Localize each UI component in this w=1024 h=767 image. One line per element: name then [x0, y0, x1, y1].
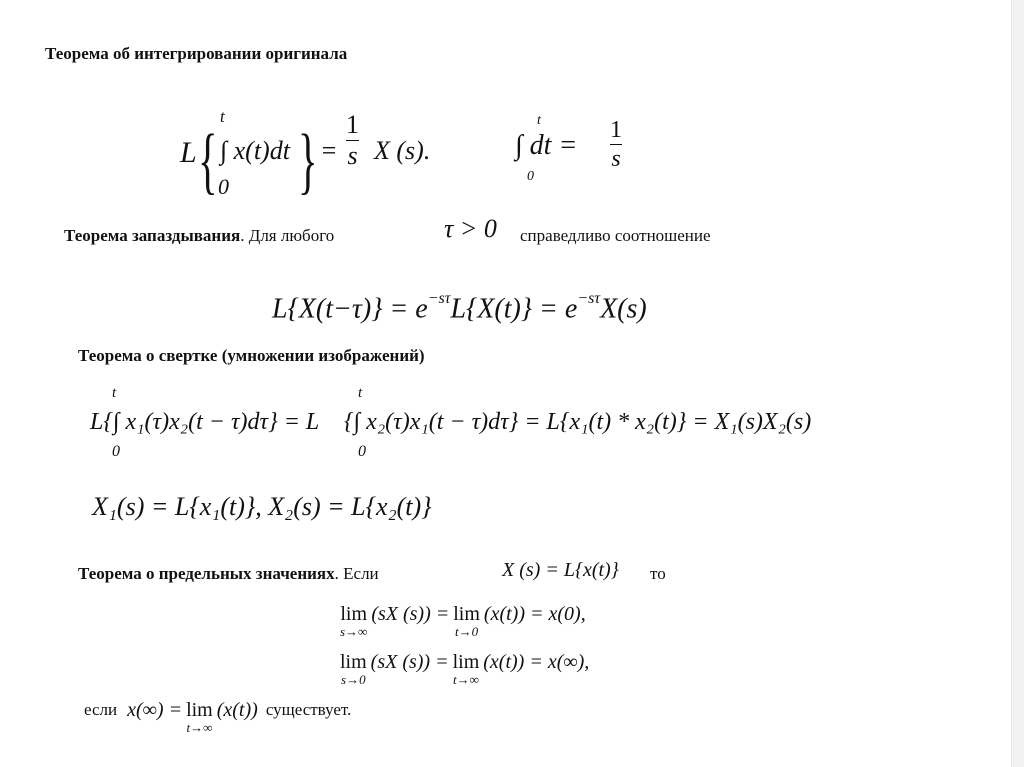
tau-condition: τ > 0 [444, 214, 497, 243]
slide-scrollbar-edge [1011, 0, 1024, 767]
delay-formula: $L\{X(t-\tau)\} = e^{-s\tau}L\{X(t)\} = e^{-s\tau}X(s)$ [272, 290, 647, 325]
right-brace: } [298, 120, 318, 202]
convolution-theorem-title: Теорема о свертке (умножении изображений) [78, 346, 425, 365]
integration-theorem-title: Теорема об интегрировании оригинала [45, 44, 348, 63]
delay-theorem-line: Теорема запаздывания. Для любого [64, 226, 335, 245]
fraction-1-over-s: 1 s [346, 110, 359, 170]
limits-text-b: то [650, 564, 666, 583]
limits-note: если x(∞) = lim t→∞ (x(t)) существует. [84, 699, 352, 735]
limit-row-2: lim s→0 (sX (s)) = lim t→∞ (x(t)) = x(∞), [340, 651, 590, 687]
limit-row-1: lim s→∞ (sX (s)) = lim t→0 (x(t)) = x(0), [340, 603, 586, 639]
convolution-definitions: X₁(s) = L{x₁(t)}, X₂(s) = L{x₂(t)} [92, 492, 432, 521]
limits-theorem-line: Теорема о предельных значениях. Если [78, 564, 379, 583]
left-brace: { [198, 120, 218, 202]
fraction-1-over-s-2: 1 s [610, 117, 622, 172]
delay-text-b: справедливо соотношение [520, 226, 711, 245]
limits-condition: X (s) = L{x(t)} [502, 559, 619, 581]
